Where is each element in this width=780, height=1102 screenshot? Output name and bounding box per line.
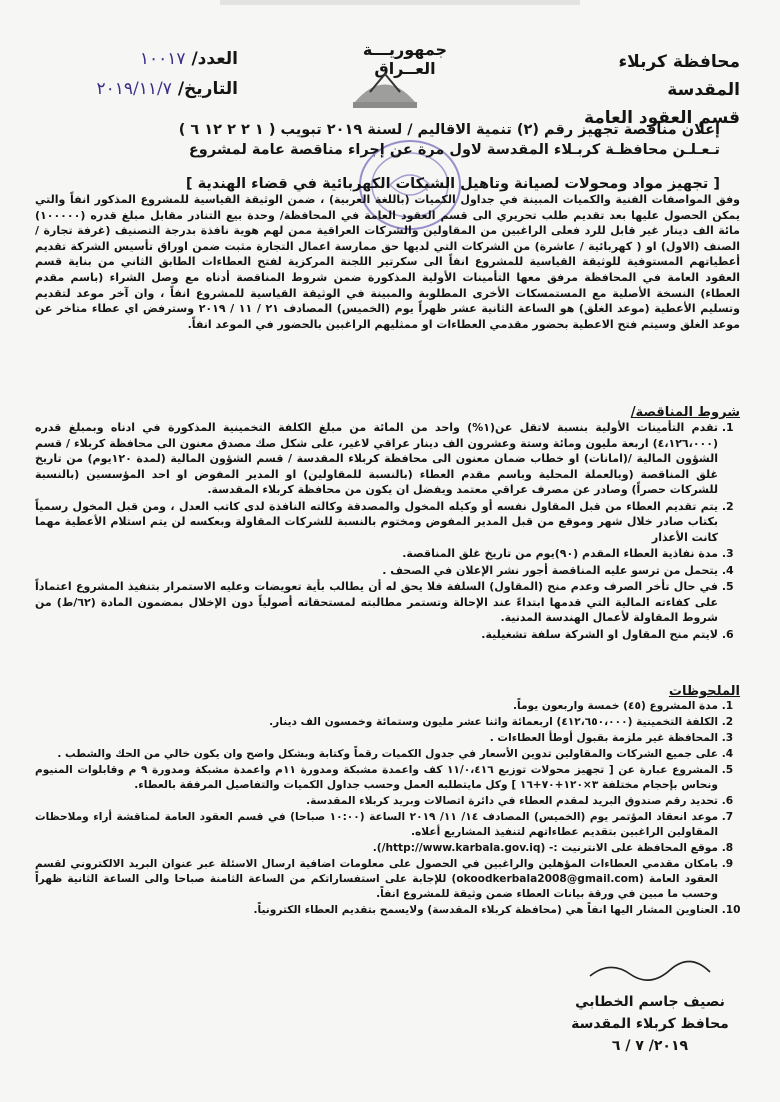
note-item: 10. العناوين المشار اليها انفاً هي (محافظة كربلاء المقدسة) ولايسمح بتقديم العطاء الكترونياً. — [35, 903, 718, 918]
note-item: 7. موعد انعقاد المؤتمر يوم (الخميس) المصادف ١٤/ ١١/ ٢٠١٩ الساعة (١٠:٠٠ صباحا) في قسم العقود العامة لمناقشة أراء وملاحظات المقاولين الراغبين بتقديم عطاءاتهم لتنفيذ المشاريع أعلاه. — [35, 810, 718, 840]
date-value: ٢٠١٩/١١/٧ — [96, 79, 172, 99]
number-label: العدد/ — [191, 49, 238, 69]
notes-section — [35, 684, 740, 919]
governorate-name: محافظة كربلاء المقدسة — [618, 52, 740, 100]
lead-paragraph: وفق المواصفات الفنية والكميات المبينة في جداول الكميات (باللغة العربية) ، ضمن الوثيقة القياسية للمشروع المذكور انفاً والتي يمكن الحصول عليها بعد تقديم طلب تحريري الى قسم العقود العامة في المحافظة/ وحدة بيع التنادر مقابل مبلغ قدره (١٠٠٠٠٠) مائة الف دينار غير قابل للرد فعلى الراغبين من المقاولين والشركات العراقية ممن لهم هوية نافذة بدرجة التصنيف (غرفة تجارة / الصنف (الاول) او ( كهربائية / عاشرة) من الشركات التي لديها حق ممارسة اعمال التجارة مثبت ضمن اوراق تأسيس الشركة تقديم أعطياتهم المستوفية للوثيقة القياسية للمشروع انفاً الى سكرتير اللجنة المركزية لفتح العطاءات الطابق الثاني من بناية قسم العقود العامة في المحافظة مرفق معها التأمينات الأولية المذكورة ضمن شروط المناقصة أدناه مع وصل الشراء (باسم مقدم العطاء) النسخة الأصلية مع المستمسكات الأخرى المطلوبة والمبينة في الوثيقة القياسية للمشروع انفاً ، وان آخر موعد لتقديم وتسليم الأعطية (موعد الغلق) هو الساعة الثانية عشر ظهراً يوم (الخميس) المصادف ٢١ / ١١ / ٢٠١٩ وسترفض اي عطاء متاخر عن موعد الغلق وسيتم فتح الاعطية بحضور مقدمي العطاءات او ممثليهم الراغبين بالحضور في الموعد انفاً. — [35, 193, 740, 331]
announcement-subtitle: تـعـلـن محافظـة كربـلاء المقدسة لاول مرة عن إجراء مناقصة عامة لمشروع — [188, 142, 720, 158]
condition-item: 6. لايتم منح المقاول او الشركة سلفة تشغيلية. — [35, 627, 718, 643]
signatory-title: محافظ كربلاء المقدسة — [571, 1016, 729, 1032]
conditions-section — [35, 405, 740, 643]
note-item: 2. الكلفة التخمينية (٤١٢،٦٥٠،٠٠٠) اربعمائة واثنا عشر مليون وستمائة وخمسون الف دينار. — [35, 715, 718, 730]
number-value: ١٠٠١٧ — [139, 49, 186, 69]
notes-heading: الملحوظات — [668, 684, 740, 699]
condition-item: 3. مدة نفاذية العطاء المقدم (٩٠)يوم من تاريخ غلق المناقصة. — [35, 546, 718, 562]
announcement-header — [80, 120, 720, 194]
top-edge-mark — [220, 0, 580, 5]
condition-item: 5. في حال تأخر الصرف وعدم منح (المقاول) السلفة فلا يحق له أن يطالب بأية تعويضات وعليه الاستمرار بتنفيذ المشروع اعتماداً على كفاءته المالية التي قدمها ابتداءً عند الإحالة وتستمر مطالبته لمستحقاته أصولياً دون الإخلال بمضمون المادة (٦٢/ط) من شروط المقاولة لأعمال الهندسة المدنية. — [35, 579, 718, 626]
note-item: 4. على جميع الشركات والمقاولين تدوين الأسعار في جدول الكميات رقماً وكتابة وبشكل واضح وان يكون خالي من الحك والشطب . — [35, 747, 718, 762]
note-item: 1. مدة المشروع (٤٥) خمسة واربعون يوماً. — [35, 699, 718, 714]
conditions-heading: شروط المناقصة/ — [630, 405, 740, 420]
republic-emblem-icon — [345, 62, 425, 112]
signature-date: ٢٠١٩/ ٧ / ٦ — [611, 1038, 689, 1054]
date-label: التاريخ/ — [177, 79, 238, 99]
reference-block — [38, 44, 238, 104]
signature-block — [560, 958, 740, 1057]
department-name: قسم العقود العامة — [583, 108, 740, 128]
note-item: 9. بامكان مقدمي العطاءات المؤهلين والراغبين في الحصول على معلومات اضافية ارسال الاسئلة عبر عنوان البريد الالكتروني لقسم العقود العامة (okoodkerbala2008@gmail.com) للإجابة على استفساراتكم من الساعة الثامنة صباحا والى الساعة الثانية ظهراً وحسب ما مبين في ورقة بيانات العطاء ضمن وثيقة للمشروع انفاً. — [35, 857, 718, 902]
date-row — [38, 74, 238, 104]
project-name: [ تجهيز مواد ومحولات لصيانة وتاهيل الشبكات الكهربائية في قضاء الهندية ] — [185, 176, 720, 192]
handwritten-signature-icon — [580, 958, 720, 984]
note-item: 3. المحافظة غير ملزمة بقبول أوطأ العطاءات . — [35, 731, 718, 746]
note-item: 8. موقع المحافظة على الانترنيت :- (http://www.karbala.gov.iq/). — [35, 841, 718, 856]
country-title: جمهوريـــة العــراق — [362, 40, 448, 78]
signatory-name: نصيف جاسم الخطابي — [575, 994, 725, 1010]
note-item: 5. المشروع عبارة عن [ تجهيز محولات توزيع ١١/٠،٤١٦ كف واعمدة مشبكة ومدورة ١١م واعمدة مشبكة ومدورة ٩ م وقابلوات المنيوم ونحاس بإحجام مختلفة ٣×١٢٠+٧٠+١٦ ] وكل مايتطلبه العمل وحسب جداول الكميات والتفاصيل المرفقة بالعطاء. — [35, 763, 718, 793]
announcement-title: إعلان مناقصة تجهيز رقم (٢) تنمية الاقاليم / لسنة ٢٠١٩ تبويب ( ١ ٢ ٢ ١٢ ٦ ) — [178, 122, 720, 138]
condition-item: 4. يتحمل من ترسو عليه المناقصة أجور نشر الإعلان في الصحف . — [35, 563, 718, 579]
number-row — [38, 44, 238, 74]
condition-item: 1. تقدم التأمينات الأولية بنسبة لاتقل عن(١%) واحد من المائة من مبلغ الكلفة التخمينية المذكورة في ادناه وبمبلغ قدره (٤،١٢٦،٠٠٠) اربعة مليون ومائة وستة وعشرون الف دينار عراقي لاغير، على شكل صك مصدق معنون الى محافظة كربلاء / قسم الشؤون المالية /(امانات) او خطاب ضمان معنون الى محافظة كربلاء المقدسة / قسم الشؤون المالية (لمدة ١٢٠يوم) من تاريخ غلق المناقصة (وبالعملة المحلية وباسم مقدم العطاء (بالنسبة للمقاولين) او المدير المفوض او احد المؤسسين (بالنسبة للشركات حصراً) وصادر عن مصرف عراقي معتمد ويفضل ان يكون من محافظة كربلاء المقدسة. — [35, 420, 718, 498]
condition-item: 2. يتم تقديم العطاء من قبل المقاول نفسه أو وكيله المخول والمصدقة وكالته النافذة لدى كاتب العدل ، ومن قبل المخول رسمياً بكتاب صادر خلال شهر وموقع من قبل المدير المفوض ومختوم بالنسبة للشركات المقاولة وبعكسه لن يتم استلام الأعطية مهما كانت الأعذار — [35, 499, 718, 546]
note-item: 6. تحديد رقم صندوق البريد لمقدم العطاء في دائرة اتصالات وبريد كربلاء المقدسة. — [35, 794, 718, 809]
